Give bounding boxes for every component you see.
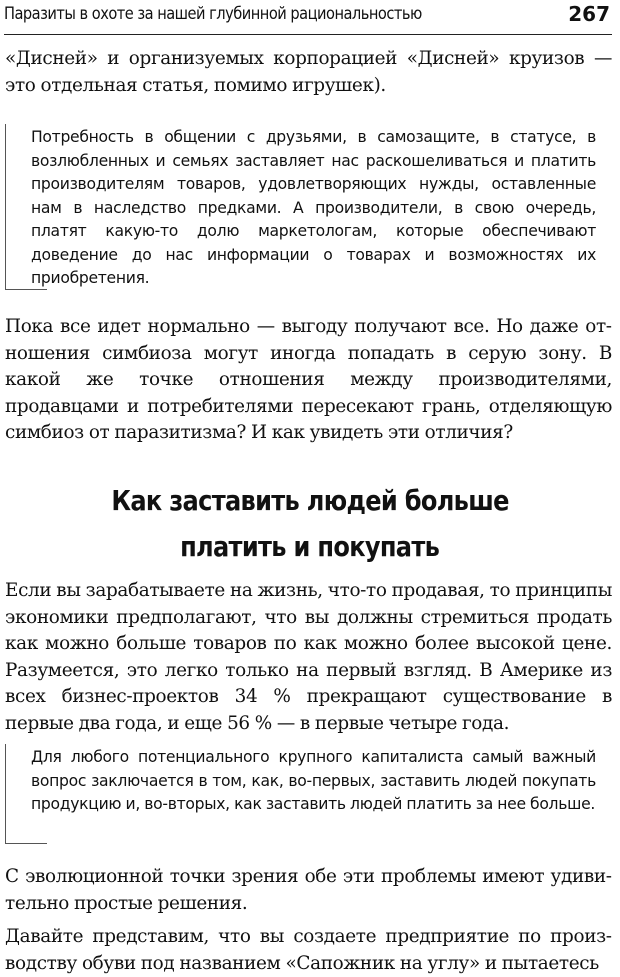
- page-number: 267: [568, 2, 610, 26]
- callout-needs-text: Потребность в общении с друзьями, в самозащите, в статусе, в возлюбленных и семьях заставляет нас раскошеливаться и платить производителям товаров, удовлетворяющих нужды, оставленные нам в наследство предками. А производители, в свою очередь, платят какую-то долю маркетологам, которые обеспечивают доведение до нас информации о товарах и возможностях их приобретения.: [31, 128, 596, 287]
- paragraph-economics: Если вы зарабатываете на жизнь, что-то продавая, то принципы экономики предполагают, что вы должны стремиться продать как можно больше товаров по как можно более высокой цене. Разумеется, это легко только на первый взгляд. В Америке из всех бизнес-проектов 34 % прекращают существование в первые два года, и еще 56 % — в первые четыре года.: [5, 580, 612, 734]
- section-heading-line-1: Как заставить людей больше: [111, 484, 509, 517]
- paragraph-shoemaker: Давайте представим, что вы создаете предприятие по производству обуви под названием «Сапожник на углу» и пытаетесь: [5, 926, 612, 974]
- callout-needs: [5, 124, 596, 290]
- paragraph-evolution: С эволюционной точки зрения обе эти проблемы имеют удивительно простые решения.: [5, 866, 612, 914]
- callout-capitalist-text: Для любого потенциального крупного капиталиста самый важный вопрос заключается в том, как, во-первых, заставить людей покупать продукцию и, во-вторых, как заставить людей платить за нее больше.: [31, 748, 596, 813]
- section-heading-line-2: платить и покупать: [180, 530, 440, 563]
- paragraph-intro: «Дисней» и организуемых корпорацией «Дисней» круизов — это отдельная статья, помимо игрушек).: [5, 48, 612, 96]
- paragraph-symbiosis: Пока все идет нормально — выгоду получают все. Но даже отношения симбиоза могут иногда попадать в серую зону. В какой же точке отношения между производителями, продавцами и потребителями пересекают грань, отделяющую симбиоз от паразитизма? И как увидеть эти отличия?: [5, 316, 612, 444]
- callout-capitalist: [5, 744, 596, 844]
- running-header: [4, 2, 612, 35]
- running-title: Паразиты в охоте за нашей глубинной рациональностью: [4, 4, 422, 24]
- section-heading: [0, 478, 620, 570]
